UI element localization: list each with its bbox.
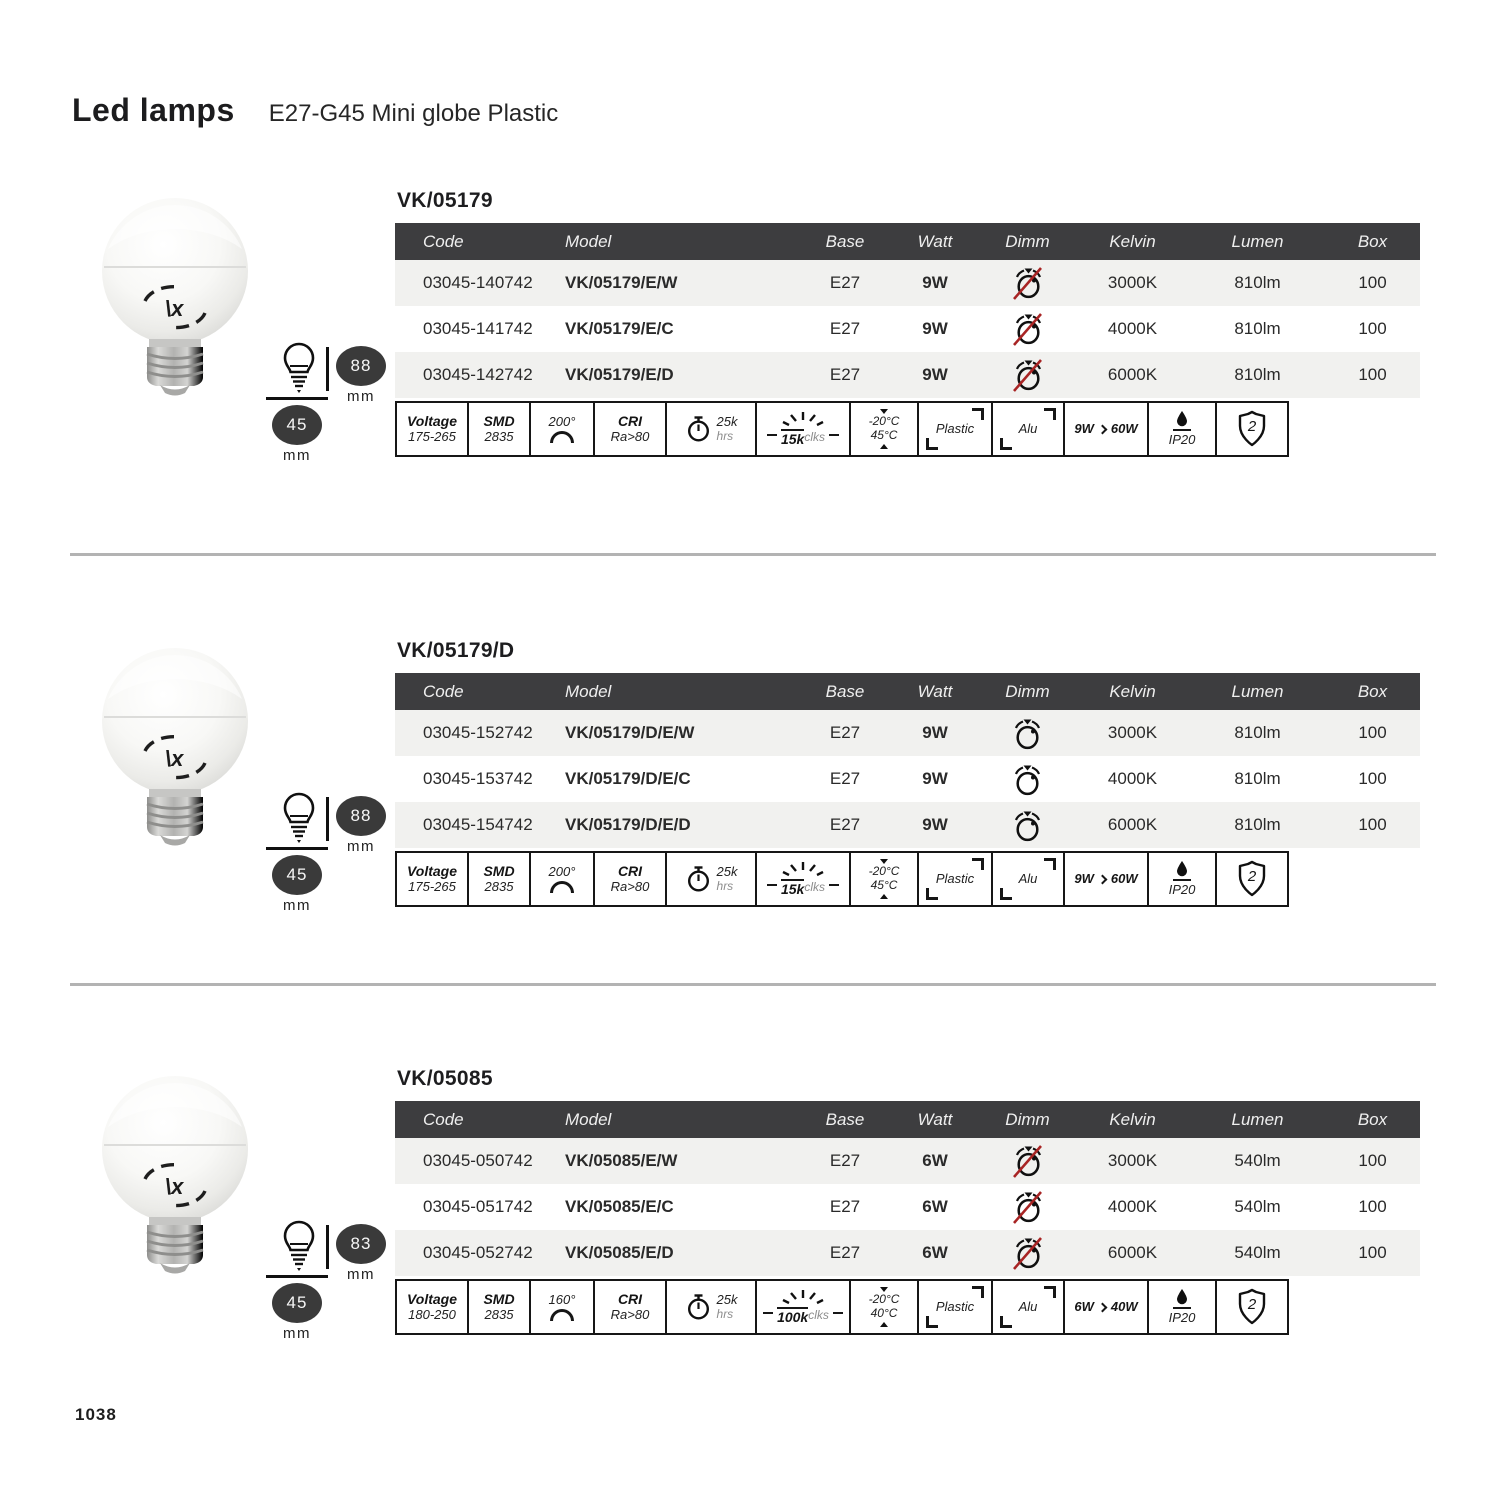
product-section (70, 1063, 1436, 1363)
spec-lifetime: 25k hrs (665, 851, 757, 907)
bulb-dimension-icon (275, 341, 323, 397)
cycles-dash-left (767, 884, 777, 886)
clock-icon (685, 415, 712, 443)
cell-dimm (980, 357, 1075, 393)
cell-base: E27 (829, 273, 861, 292)
diameter-measure-line (266, 847, 328, 850)
beam-angle-icon (550, 431, 574, 443)
light-burst-icon (780, 1289, 826, 1306)
column-header-code: Code (423, 1109, 464, 1129)
bulb-dimension-icon (275, 1219, 323, 1275)
spec-operating-temp: -20°C 40°C (849, 1279, 919, 1335)
spec-switching-cycles: 100k clks (755, 1279, 851, 1335)
column-header-model: Model (565, 231, 612, 251)
product-model-title: VK/05179/D (397, 639, 515, 662)
cell-watt: 9W (922, 815, 948, 834)
bulb-dimension-icon (275, 791, 323, 847)
cell-dimm (980, 265, 1075, 301)
cell-code: 03045-141742 (423, 319, 533, 338)
height-unit: mm (347, 388, 375, 405)
cycles-dash-right (829, 884, 839, 886)
cell-dimm (980, 1143, 1075, 1179)
spec-watt-equivalence: 9W 60W (1063, 851, 1149, 907)
dimmable-icon (1012, 809, 1043, 842)
greater-than-icon (1097, 424, 1107, 434)
drop-underline (1173, 429, 1191, 431)
cell-dimm (980, 1189, 1075, 1225)
corner-bracket-icon (972, 858, 984, 870)
cell-watt: 9W (922, 319, 948, 338)
table-row (395, 352, 1420, 398)
section-divider (70, 983, 1436, 986)
cell-code: 03045-051742 (423, 1197, 533, 1216)
non-dimmable-icon (1010, 1189, 1046, 1225)
corner-bracket-icon (1000, 888, 1012, 900)
cell-code: 03045-140742 (423, 273, 533, 292)
cell-dimm (980, 1235, 1075, 1271)
spec-cri: CRI Ra>80 (593, 1279, 667, 1335)
height-badge: 88 (336, 796, 386, 836)
cell-code: 03045-050742 (423, 1151, 533, 1170)
table-header-row (395, 223, 1420, 260)
height-badge: 83 (336, 1224, 386, 1264)
cell-base: E27 (829, 1243, 861, 1262)
cell-kelvin: 4000K (1107, 319, 1158, 338)
cell-kelvin: 3000K (1107, 273, 1158, 292)
cell-dimm (980, 763, 1075, 796)
table-row (395, 802, 1420, 848)
column-header-kelvin: Kelvin (1109, 1109, 1156, 1129)
spec-ip-rating: IP20 (1147, 851, 1217, 907)
spec-cri: CRI Ra>80 (593, 851, 667, 907)
spec-smd: SMD 2835 (467, 401, 531, 457)
cell-code: 03045-154742 (423, 815, 533, 834)
cell-kelvin: 3000K (1107, 1151, 1158, 1170)
corner-bracket-icon (972, 408, 984, 420)
cell-dimm (980, 809, 1075, 842)
cell-watt: 9W (922, 365, 948, 384)
cell-lumen: 810lm (1234, 815, 1281, 834)
spec-switching-cycles: 15k clks (755, 851, 851, 907)
spec-lifetime: 25k hrs (665, 1279, 757, 1335)
column-header-lumen: Lumen (1231, 681, 1284, 701)
column-header-code: Code (423, 231, 464, 251)
spec-ip-rating: IP20 (1147, 1279, 1217, 1335)
cycles-dash-right (829, 434, 839, 436)
svg-text:\x: \x (165, 296, 184, 321)
column-header-base: Base (825, 231, 865, 251)
column-header-box: Box (1357, 231, 1388, 251)
spec-operating-temp: -20°C 45°C (849, 401, 919, 457)
spec-cri: CRI Ra>80 (593, 401, 667, 457)
beam-angle-icon (550, 1309, 574, 1321)
height-measure-line (326, 1225, 329, 1269)
cell-watt: 9W (922, 273, 948, 292)
clock-icon (685, 865, 712, 893)
table-row (395, 1230, 1420, 1276)
spec-beam-angle: 160° (529, 1279, 595, 1335)
spec-strip (395, 851, 1289, 907)
cell-model: VK/05085/E/D (565, 1243, 674, 1262)
column-header-base: Base (825, 681, 865, 701)
cell-model: VK/05085/E/W (565, 1151, 678, 1170)
cell-lumen: 810lm (1234, 273, 1281, 292)
column-header-watt: Watt (917, 681, 953, 701)
non-dimmable-icon (1010, 357, 1046, 393)
spec-beam-angle: 200° (529, 851, 595, 907)
dimensions-cluster (70, 1063, 410, 1363)
cell-watt: 6W (922, 1243, 948, 1262)
water-drop-icon (1175, 410, 1189, 427)
product-model-title: VK/05179 (397, 189, 493, 212)
cycles-dash-left (767, 434, 777, 436)
dimmable-icon (1012, 717, 1043, 750)
page-title: Led lamps (72, 92, 235, 128)
corner-bracket-icon (972, 1286, 984, 1298)
cell-model: VK/05179/E/W (565, 273, 678, 292)
spec-voltage: Voltage 180-250 (395, 1279, 469, 1335)
spec-body-material: Plastic (917, 851, 993, 907)
cell-base: E27 (829, 723, 861, 742)
water-drop-icon (1175, 1288, 1189, 1305)
spec-strip (395, 401, 1289, 457)
cell-kelvin: 6000K (1107, 365, 1158, 384)
svg-text:\x: \x (165, 746, 184, 771)
table-header-row (395, 673, 1420, 710)
diameter-unit: mm (283, 1325, 311, 1342)
corner-bracket-icon (926, 888, 938, 900)
non-dimmable-icon (1010, 1235, 1046, 1271)
cell-lumen: 540lm (1234, 1197, 1281, 1216)
diameter-badge: 45 (272, 855, 322, 895)
cell-kelvin: 6000K (1107, 1243, 1158, 1262)
spec-heatsink-material: Alu (991, 851, 1065, 907)
page-subtitle: E27-G45 Mini globe Plastic (268, 100, 559, 127)
height-unit: mm (347, 838, 375, 855)
product-model-title: VK/05085 (397, 1067, 493, 1090)
cell-lumen: 540lm (1234, 1243, 1281, 1262)
cell-base: E27 (829, 365, 861, 384)
cell-kelvin: 3000K (1107, 723, 1158, 742)
cell-base: E27 (829, 319, 861, 338)
cell-kelvin: 6000K (1107, 815, 1158, 834)
spec-beam-angle: 200° (529, 401, 595, 457)
page-header (72, 92, 558, 129)
corner-bracket-icon (1044, 1286, 1056, 1298)
cell-lumen: 540lm (1234, 1151, 1281, 1170)
cell-box: 100 (1358, 769, 1387, 788)
spec-operating-temp: -20°C 45°C (849, 851, 919, 907)
height-measure-line (326, 347, 329, 391)
spec-watt-equivalence: 6W 40W (1063, 1279, 1149, 1335)
column-header-watt: Watt (917, 231, 953, 251)
cell-code: 03045-052742 (423, 1243, 533, 1262)
cell-kelvin: 4000K (1107, 769, 1158, 788)
column-header-code: Code (423, 681, 464, 701)
cell-dimm (980, 311, 1075, 347)
cell-lumen: 810lm (1234, 319, 1281, 338)
cell-model: VK/05085/E/C (565, 1197, 674, 1216)
cell-lumen: 810lm (1234, 723, 1281, 742)
product-table (395, 673, 1420, 848)
cycles-dash-left (763, 1312, 773, 1314)
non-dimmable-icon (1010, 265, 1046, 301)
product-table (395, 223, 1420, 398)
corner-bracket-icon (926, 1316, 938, 1328)
column-header-dimm: Dimm (1005, 681, 1050, 701)
cell-box: 100 (1358, 815, 1387, 834)
corner-bracket-icon (926, 438, 938, 450)
column-header-box: Box (1357, 1109, 1388, 1129)
product-section (70, 185, 1436, 485)
table-header-row (395, 1101, 1420, 1138)
spec-voltage: Voltage 175-265 (395, 401, 469, 457)
diameter-measure-line (266, 397, 328, 400)
spec-warranty: 2 (1215, 851, 1289, 907)
spec-ip-rating: IP20 (1147, 401, 1217, 457)
dimmable-icon (1012, 763, 1043, 796)
cell-watt: 6W (922, 1197, 948, 1216)
cell-base: E27 (829, 815, 861, 834)
cell-code: 03045-142742 (423, 365, 533, 384)
spec-watt-equivalence: 9W 60W (1063, 401, 1149, 457)
cell-model: VK/05179/D/E/D (565, 815, 691, 834)
spec-voltage: Voltage 175-265 (395, 851, 469, 907)
light-burst-icon (780, 411, 826, 428)
light-burst-icon (780, 861, 826, 878)
column-header-watt: Watt (917, 1109, 953, 1129)
diameter-measure-line (266, 1275, 328, 1278)
corner-bracket-icon (1044, 408, 1056, 420)
drop-underline (1173, 879, 1191, 881)
corner-bracket-icon (1000, 438, 1012, 450)
svg-text:\x: \x (165, 1174, 184, 1199)
spec-lifetime: 25k hrs (665, 401, 757, 457)
cell-watt: 9W (922, 769, 948, 788)
column-header-kelvin: Kelvin (1109, 681, 1156, 701)
dimensions-cluster (70, 635, 410, 935)
cell-base: E27 (829, 1151, 861, 1170)
column-header-dimm: Dimm (1005, 1109, 1050, 1129)
beam-angle-icon (550, 881, 574, 893)
spec-switching-cycles: 15k clks (755, 401, 851, 457)
table-row (395, 260, 1420, 306)
cycles-dash-right (833, 1312, 843, 1314)
temp-arrow-up-icon (880, 894, 888, 899)
temp-arrow-up-icon (880, 444, 888, 449)
column-header-model: Model (565, 1109, 612, 1129)
spec-heatsink-material: Alu (991, 1279, 1065, 1335)
cell-code: 03045-152742 (423, 723, 533, 742)
cell-base: E27 (829, 1197, 861, 1216)
cell-box: 100 (1358, 723, 1387, 742)
cell-dimm (980, 717, 1075, 750)
column-header-box: Box (1357, 681, 1388, 701)
table-row (395, 306, 1420, 352)
column-header-lumen: Lumen (1231, 231, 1284, 251)
table-row (395, 756, 1420, 802)
height-badge: 88 (336, 346, 386, 386)
non-dimmable-icon (1010, 311, 1046, 347)
spec-smd: SMD 2835 (467, 1279, 531, 1335)
section-divider (70, 553, 1436, 556)
cell-box: 100 (1358, 319, 1387, 338)
cell-watt: 9W (922, 723, 948, 742)
column-header-base: Base (825, 1109, 865, 1129)
clock-icon (685, 1293, 712, 1321)
temp-arrow-up-icon (880, 1322, 888, 1327)
spec-smd: SMD 2835 (467, 851, 531, 907)
cell-box: 100 (1358, 1197, 1387, 1216)
cell-model: VK/05179/E/D (565, 365, 674, 384)
table-row (395, 1138, 1420, 1184)
cell-lumen: 810lm (1234, 365, 1281, 384)
dimensions-cluster (70, 185, 410, 485)
cell-kelvin: 4000K (1107, 1197, 1158, 1216)
cell-box: 100 (1358, 273, 1387, 292)
greater-than-icon (1097, 1302, 1107, 1312)
column-header-dimm: Dimm (1005, 231, 1050, 251)
drop-underline (1173, 1307, 1191, 1309)
spec-strip (395, 1279, 1289, 1335)
cell-model: VK/05179/D/E/W (565, 723, 695, 742)
table-row (395, 1184, 1420, 1230)
spec-body-material: Plastic (917, 401, 993, 457)
water-drop-icon (1175, 860, 1189, 877)
spec-body-material: Plastic (917, 1279, 993, 1335)
column-header-model: Model (565, 681, 612, 701)
spec-warranty: 2 (1215, 1279, 1289, 1335)
page-number: 1038 (75, 1405, 117, 1424)
spec-heatsink-material: Alu (991, 401, 1065, 457)
cell-code: 03045-153742 (423, 769, 533, 788)
cell-box: 100 (1358, 365, 1387, 384)
diameter-unit: mm (283, 897, 311, 914)
cell-watt: 6W (922, 1151, 948, 1170)
cell-model: VK/05179/E/C (565, 319, 674, 338)
cell-lumen: 810lm (1234, 769, 1281, 788)
corner-bracket-icon (1044, 858, 1056, 870)
cell-box: 100 (1358, 1151, 1387, 1170)
product-table (395, 1101, 1420, 1276)
table-row (395, 710, 1420, 756)
cell-model: VK/05179/D/E/C (565, 769, 691, 788)
product-section (70, 635, 1436, 935)
cell-box: 100 (1358, 1243, 1387, 1262)
diameter-badge: 45 (272, 405, 322, 445)
corner-bracket-icon (1000, 1316, 1012, 1328)
column-header-kelvin: Kelvin (1109, 231, 1156, 251)
height-unit: mm (347, 1266, 375, 1283)
cell-base: E27 (829, 769, 861, 788)
diameter-unit: mm (283, 447, 311, 464)
non-dimmable-icon (1010, 1143, 1046, 1179)
diameter-badge: 45 (272, 1283, 322, 1323)
height-measure-line (326, 797, 329, 841)
greater-than-icon (1097, 874, 1107, 884)
spec-warranty: 2 (1215, 401, 1289, 457)
column-header-lumen: Lumen (1231, 1109, 1284, 1129)
